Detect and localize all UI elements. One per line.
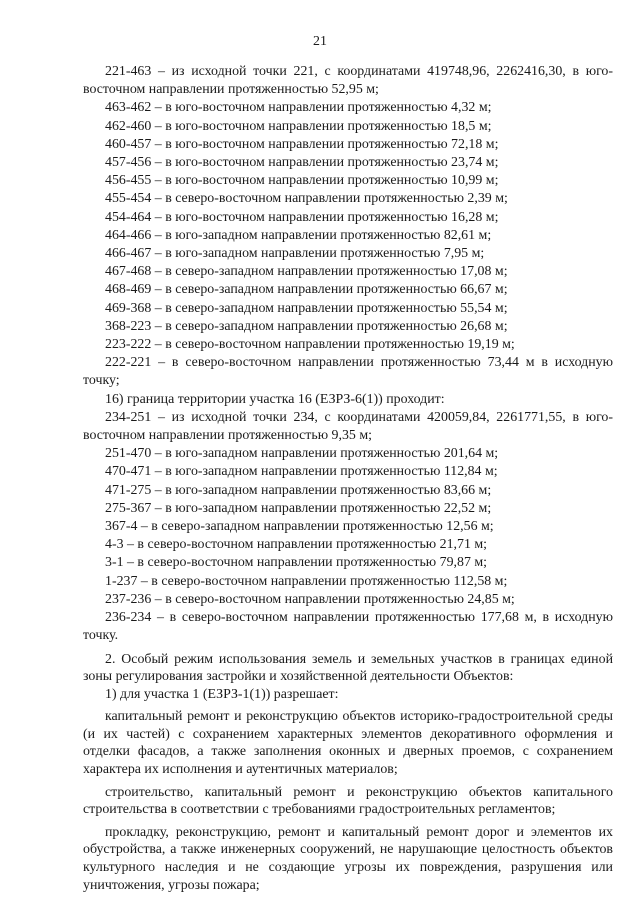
boundary-segment: 464-466 – в юго-западном направлении протяженностью 82,61 м; bbox=[105, 227, 492, 243]
boundary-segment: 466-467 – в юго-западном направлении протяженностью 7,95 м; bbox=[105, 246, 485, 262]
boundary-segment: 467-468 – в северо-западном направлении протяженностью 17,08 м; bbox=[105, 264, 508, 280]
boundary-segment: 468-469 – в северо-западном направлении протяженностью 66,67 м; bbox=[105, 282, 508, 298]
plot-16-heading: 16) граница территории участка 16 (ЕЗРЗ-6(1)) проходит: bbox=[105, 391, 445, 407]
boundary-segment: 4-3 – в северо-восточном направлении протяженностью 21,71 м; bbox=[105, 537, 488, 553]
boundary-segment: 234-251 – из исходной точки 234, с координатами 420059,84, 2261771,55, в юго-восточном направлении протяженностью 9,35 м; bbox=[83, 409, 613, 444]
boundary-segment: 237-236 – в северо-восточном направлении протяженностью 24,85 м; bbox=[105, 591, 515, 607]
boundary-segment: 471-275 – в юго-западном направлении протяженностью 83,66 м; bbox=[105, 482, 492, 498]
boundary-segment: 469-368 – в северо-западном направлении протяженностью 55,54 м; bbox=[105, 300, 508, 316]
boundary-segment: 236-234 – в северо-восточном направлении протяженностью 177,68 м, в исходную точку. bbox=[83, 610, 613, 644]
boundary-segment: 457-456 – в юго-восточном направлении протяженностью 23,74 м; bbox=[105, 155, 499, 171]
boundary-segment: 251-470 – в юго-западном направлении протяженностью 201,64 м; bbox=[105, 446, 499, 462]
boundary-segment: 368-223 – в северо-западном направлении протяженностью 26,68 м; bbox=[105, 318, 508, 334]
boundary-segment: 1-237 – в северо-восточном направлении протяженностью 112,58 м; bbox=[105, 573, 508, 589]
boundary-segment: 455-454 – в северо-восточном направлении протяженностью 2,39 м; bbox=[105, 191, 508, 207]
permitted-activity: капитальный ремонт и реконструкцию объектов историко-градостроительной среды (и их частей) с сохранением характерных элементов декоративного оформления и отделки фасадов, а также заполнения оконных и дверных проемов, с сохранением характера их исполнения и аутентичных материалов; bbox=[83, 709, 613, 778]
regime-paragraph: 2. Особый режим использования земель и земельных участков в границах единой зоны регулирования застройки и хозяйственной деятельности Объектов: bbox=[83, 651, 613, 685]
boundary-segment: 3-1 – в северо-восточном направлении протяженностью 79,87 м; bbox=[105, 555, 488, 571]
boundary-segment: 470-471 – в юго-западном направлении протяженностью 112,84 м; bbox=[105, 464, 498, 480]
boundary-segment: 222-221 – в северо-восточном направлении протяженностью 73,44 м в исходную точку; bbox=[83, 355, 613, 389]
plot-1-heading: 1) для участка 1 (ЕЗРЗ-1(1)) разрешает: bbox=[105, 686, 339, 702]
boundary-segment: 456-455 – в юго-восточном направлении протяженностью 10,99 м; bbox=[105, 173, 499, 189]
page-number: 21 bbox=[313, 34, 327, 49]
boundary-segment: 221-463 – из исходной точки 221, с координатами 419748,96, 2262416,30, в юго-восточном направлении протяженностью 52,95 м; bbox=[83, 64, 613, 98]
boundary-segment: 367-4 – в северо-западном направлении протяженностью 12,56 м; bbox=[105, 519, 494, 535]
boundary-segment: 463-462 – в юго-восточном направлении протяженностью 4,32 м; bbox=[105, 100, 492, 116]
boundary-segment: 275-367 – в юго-западном направлении протяженностью 22,52 м; bbox=[105, 500, 492, 516]
page-content bbox=[83, 63, 613, 894]
boundary-segment: 223-222 – в северо-восточном направлении протяженностью 19,19 м; bbox=[105, 337, 515, 353]
boundary-segment: 462-460 – в юго-восточном направлении протяженностью 18,5 м; bbox=[105, 118, 492, 134]
boundary-segment: 454-464 – в юго-восточном направлении протяженностью 16,28 м; bbox=[105, 209, 499, 225]
permitted-activity: строительство, капитальный ремонт и реконструкцию объектов капитального строительства в соответствии с требованиями градостроительных регламентов; bbox=[83, 784, 613, 818]
permitted-activity: прокладку, реконструкцию, ремонт и капитальный ремонт дорог и элементов их обустройства, а также инженерных сооружений, не нарушающие целостность объектов культурного наследия и не создающие угрозы их повреждения, разрушения или уничтожения, угрозы пожара; bbox=[83, 824, 613, 893]
boundary-segment: 460-457 – в юго-восточном направлении протяженностью 72,18 м; bbox=[105, 136, 499, 152]
